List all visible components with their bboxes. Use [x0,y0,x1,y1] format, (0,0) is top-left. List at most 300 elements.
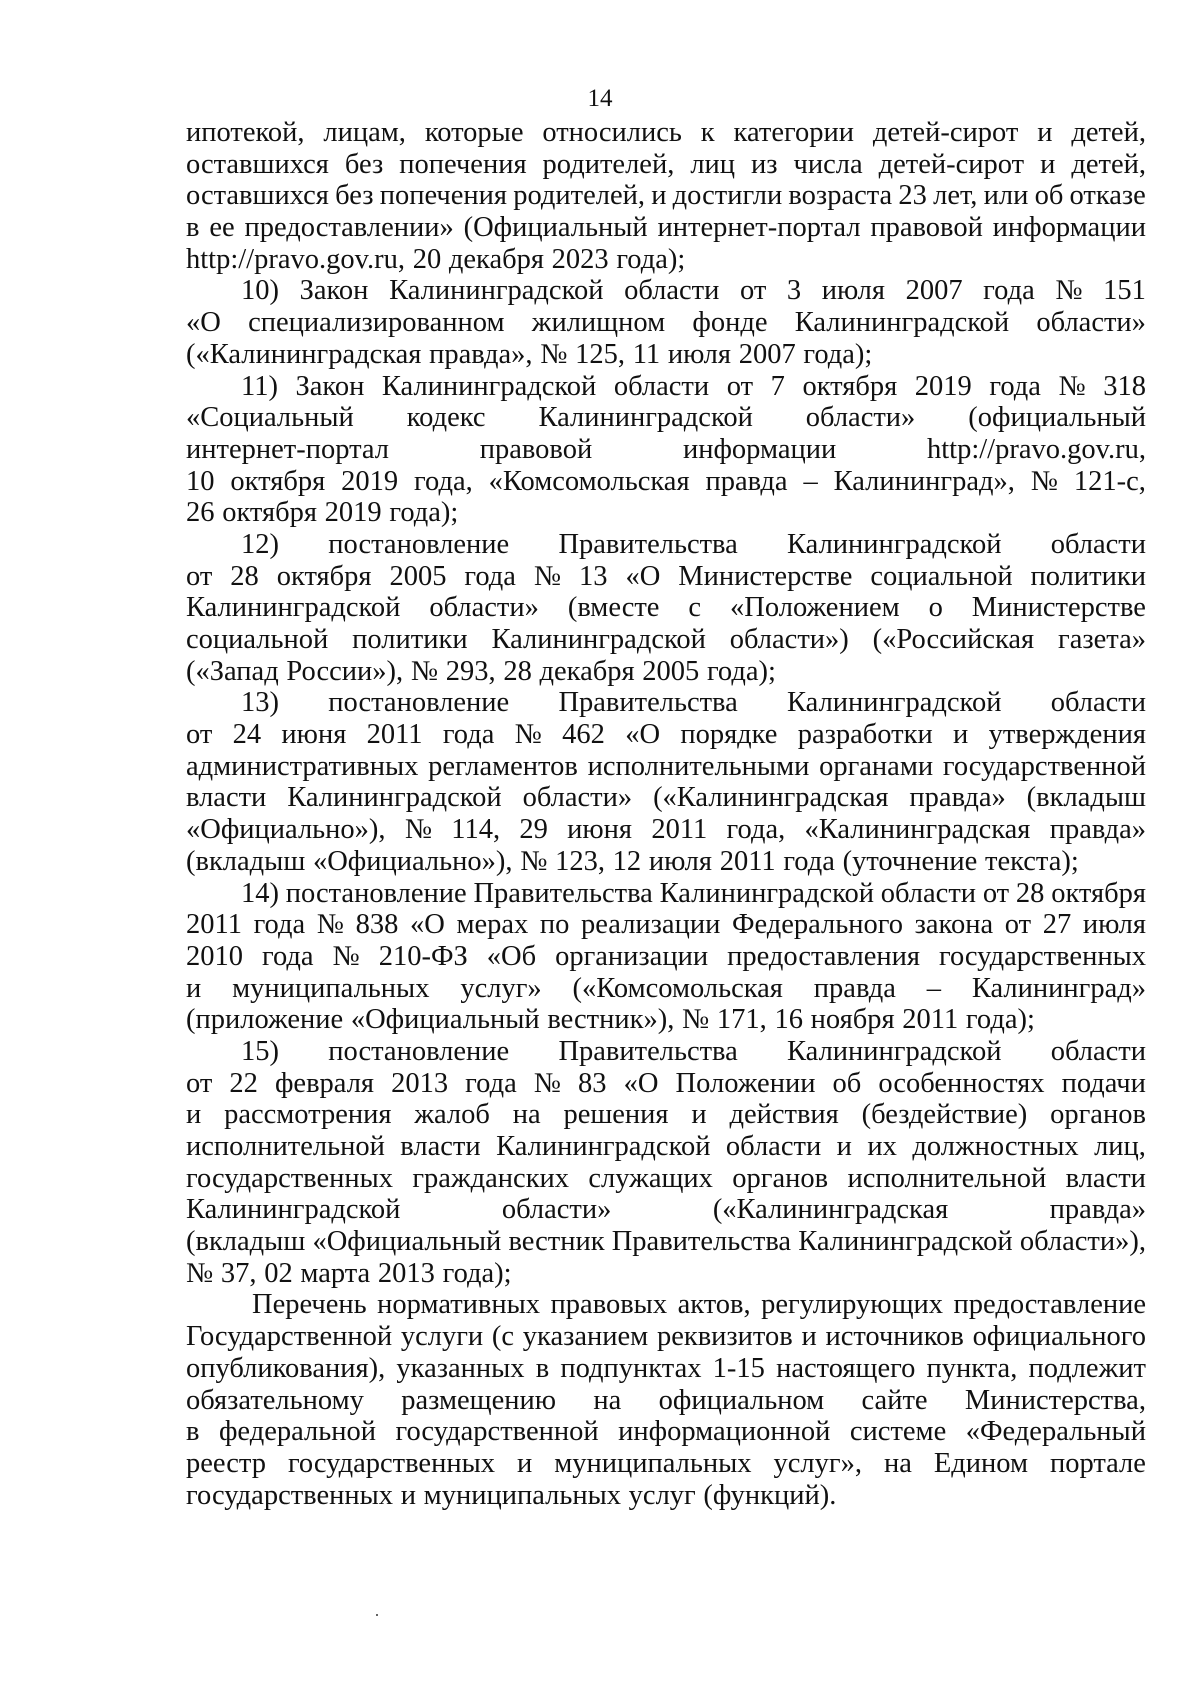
text-line [186,909,1146,941]
word: детей, [1071,117,1146,148]
word: Закон [295,370,365,402]
word: (вкладыш [186,1226,306,1258]
word: кодекс [406,402,486,434]
word: по [539,909,570,941]
text-line [186,212,1146,244]
word: «Официальный [312,1226,502,1258]
word: октября [230,465,326,497]
word: «Официальный [350,1004,540,1036]
word: – [926,972,941,1004]
word: Калининградской [659,877,874,909]
word: (приложение [186,1004,344,1036]
word: «Социальный [186,402,354,434]
word: октября [222,497,317,529]
text-line [186,180,1146,212]
word: из [751,148,778,180]
word: и [836,1131,852,1162]
word: года, [414,465,473,497]
word: интернет-портал [657,212,861,244]
word: настоящего [776,1352,916,1384]
word: указанием [522,1321,649,1353]
word: федеральной [218,1416,376,1448]
word: 2005 [642,655,700,687]
word: органами [819,750,934,782]
word: родителей, [542,148,675,180]
word: года [253,909,306,941]
word: жилищном [531,307,666,339]
text-line [186,592,1146,624]
word: пункта, [926,1352,1018,1384]
word: правовой [870,212,983,244]
word: («Комсомольская [572,972,783,1004]
word: 2011 [651,814,708,846]
word: лиц, [1094,1131,1146,1162]
text-line [186,307,1146,339]
word: «Федеральный [965,1416,1146,1448]
word: власти [400,1131,481,1162]
word: «Об [486,940,537,972]
word: 2013 [391,1067,449,1099]
text-line [186,1480,1146,1512]
word: 838 [355,909,399,941]
word: подпунктах [560,1352,702,1384]
word: 125, [575,338,625,370]
word: утверждения [988,719,1146,751]
text-line [186,561,1146,593]
word: на [593,1384,622,1416]
word: области [880,877,977,909]
word: правда» [1049,814,1146,846]
text-line [186,941,1146,973]
word: года [783,845,835,877]
word: июля [821,275,885,307]
word: 293, [445,655,496,687]
word: 2007 [905,275,963,307]
word: Калининградской [389,275,604,307]
word: («Российская [872,624,1035,655]
word: http://pravo.gov.ru, [927,433,1146,465]
word: 3 [786,275,802,307]
word: власти [186,782,267,814]
word: Калининградской [287,782,502,814]
word: лиц [690,148,736,180]
word: 28 [503,655,532,687]
word: политики [1030,560,1146,592]
word: 11 [632,338,661,370]
word: опубликования), [186,1352,386,1384]
word: административных [186,750,419,782]
word: и [801,1321,817,1353]
word: «Комсомольская [488,465,690,497]
word: «Калининградская [804,814,1031,846]
word: решения [563,1099,669,1131]
word: (Официальный [463,212,648,244]
word: № [533,1067,561,1099]
word: правда» [1049,1194,1146,1226]
text-line [186,1321,1146,1353]
word: исполнительными [587,750,810,782]
word: и [400,1479,416,1511]
text-line [186,244,1146,276]
word: оставшихся [186,148,329,180]
word: 27 [1042,909,1072,941]
word: исполнительной [847,1162,1047,1194]
word: фонде [692,307,768,339]
word: от [726,370,754,402]
word: сайте [861,1384,928,1416]
word: Калининградской [538,402,753,434]
text-line [186,1289,1146,1321]
word: ноября [810,1004,895,1036]
text-line [186,1036,1146,1068]
word: «Официально»), [312,845,513,877]
word: марта [300,1257,371,1289]
word: области [624,275,720,307]
word: постановление [285,877,467,909]
word: (вкладыш [1026,782,1146,814]
word: № [1058,370,1086,402]
word: Федерального [731,909,904,941]
word: муниципальных [232,972,430,1004]
word: правда [813,972,896,1004]
word: 151 [1103,275,1146,307]
word: служащих [588,1162,713,1194]
scan-speck [376,1614,378,1616]
word: 02 [264,1257,293,1289]
word: Калининград» [971,972,1146,1004]
word: интернет-портал [186,433,390,465]
text-line [186,656,1146,688]
word: особенностях [878,1067,1045,1099]
word: информации [682,433,837,465]
word: 2010 [186,940,243,972]
word: системе [849,1416,947,1448]
word: («Калининградская [653,782,889,814]
word: (официальный [968,402,1146,434]
word: 28 [1015,877,1045,909]
word: предоставления [727,940,920,972]
word: официального [972,1321,1146,1353]
word: Министерстве [971,592,1146,624]
word: органов [732,1162,829,1194]
word: государственных [287,1447,495,1479]
word: Калининградской [186,1194,401,1226]
word: жалоб [414,1099,490,1131]
word: 171, [716,1004,767,1036]
word: http://pravo.gov.ru, [186,243,405,275]
word: или [983,180,1029,212]
word: 83 [578,1067,607,1099]
word: предоставлении» [244,212,454,244]
text-line [186,1226,1146,1258]
text-line [186,149,1146,181]
word: области» [805,402,916,434]
word: обязательному [186,1384,364,1416]
word: № [682,1004,710,1036]
word: мерах [456,909,529,941]
word: 12 [612,845,642,877]
word: детей-сирот [878,148,1025,180]
word: государственных [186,1479,394,1511]
word: 10 [186,465,215,497]
word: официальном [658,1384,825,1416]
text-line [186,624,1146,656]
word: области [1050,528,1146,560]
word: числа [793,148,863,180]
word: 15) [241,1035,279,1067]
word: (с [491,1321,515,1353]
text-line [186,275,1146,307]
word: (функций). [703,1479,837,1511]
word: (уточнение [842,845,978,877]
word: специализированном [248,307,505,339]
word: о [928,592,943,624]
word: детей, [1071,148,1146,180]
word: правда [705,465,788,497]
word: текста); [985,845,1079,877]
word: области [1050,687,1146,719]
word: от [739,275,767,307]
word: порядке [680,719,778,751]
word: (вкладыш [186,845,306,877]
word: «О [625,719,661,751]
word: 1-15 [712,1352,765,1384]
word: политики [352,624,468,655]
word: постановление [328,1035,510,1067]
word: года); [442,1257,512,1289]
text-line [186,117,1146,149]
word: исполнительной [186,1131,385,1162]
text-line [186,497,1146,529]
word: муниципальных [423,1479,621,1511]
text-line [186,434,1146,466]
word: от [186,719,213,751]
word: и [1040,148,1056,180]
word: «О [625,560,661,592]
word: правда» [909,782,1006,814]
word: 2011 [719,845,776,877]
word: года [983,275,1035,307]
word: Правительства [558,687,738,719]
word: № [1030,465,1058,497]
word: Калининградской [787,687,1002,719]
word: года); [616,243,686,275]
word: Министерства, [964,1384,1146,1416]
word: года); [965,1004,1035,1036]
word: государственной [395,1416,599,1448]
word: ипотекой, [186,117,305,148]
word: отказе [1069,180,1146,212]
text-line [186,1068,1146,1100]
word: организации [555,940,709,972]
text-line [186,1163,1146,1195]
word: декабря [448,243,544,275]
word: действия [729,1099,839,1131]
text-line [186,1131,1146,1163]
word: Калининградской [491,624,706,655]
word: постановление [328,687,510,719]
word: и [691,1099,707,1131]
word: 11) [241,370,278,402]
word: № [332,940,360,972]
word: правда», [429,338,533,370]
word: 2005 [389,560,447,592]
word: 14) [241,877,279,909]
word: года); [803,338,873,370]
word: от [982,877,1010,909]
word: Калининградской [787,528,1002,560]
word: 121-с, [1073,465,1146,497]
word: № [520,845,548,877]
word: постановление [328,528,510,560]
word: 2019 [341,465,399,497]
word: 318 [1103,370,1146,402]
word: 2011 [366,719,423,751]
word: реализации [581,909,721,941]
word: социальной [870,560,1013,592]
word: рассмотрения [224,1099,392,1131]
word: указанных [396,1352,525,1384]
word: государственных [186,1162,394,1194]
text-line [186,466,1146,498]
word: России»), [286,655,404,687]
word: детей-сирот [872,117,1019,148]
word: социальной [186,624,329,655]
text-line [186,339,1146,371]
word: и [1037,117,1053,148]
word: оставшихся [186,180,329,212]
text-line [186,402,1146,434]
word: разработки [797,719,933,751]
word: попечения [379,180,507,212]
word: от [1004,909,1032,941]
word: области» [501,1194,612,1226]
word: 462 [562,719,605,751]
word: размещению [401,1384,557,1416]
word: 12) [241,528,279,560]
word: гражданских [412,1162,570,1194]
word: реестр [186,1447,266,1479]
word: № [533,560,562,592]
word: июля [648,845,712,877]
word: в [186,1416,200,1448]
word: года [464,560,516,592]
text-line [186,973,1146,1005]
word: с [688,592,702,624]
word: лет, [933,180,978,212]
word: Калининградской [794,307,1010,339]
word: закона [914,909,994,941]
word: года [465,1067,517,1099]
word: года); [706,655,776,687]
word: и [186,1099,202,1131]
word: области»), [1019,1226,1146,1258]
word: предоставление [953,1289,1146,1321]
word: 2023 [551,243,609,275]
word: 37, [220,1257,257,1289]
word: 2007 [738,338,796,370]
word: Положении [675,1067,816,1099]
word: «Положением [730,592,900,624]
word: Правительства [473,877,653,909]
word: услуг [628,1479,696,1511]
text-line [186,1194,1146,1226]
word: Едином [933,1447,1028,1479]
word: («Запад [186,655,279,687]
word: нормативных [377,1289,541,1321]
text-line [186,1353,1146,1385]
word: октября [802,370,898,402]
word: правовых [550,1289,668,1321]
word: относились [542,117,682,148]
word: февраля [274,1067,375,1099]
word: области [613,370,710,402]
text-line [186,1385,1146,1417]
word: ее [209,212,235,244]
word: 13) [241,687,279,719]
word: услуг», [773,1447,862,1479]
word: и [953,719,969,751]
word: 16 [774,1004,803,1036]
word: 2013 [377,1257,435,1289]
word: которые [424,117,524,148]
word: – [803,465,818,497]
text-line [186,371,1146,403]
word: октября [276,560,372,592]
text-line [186,814,1146,846]
word: № [404,814,433,846]
word: и [516,1447,533,1479]
word: 29 [519,814,548,846]
word: власти [1065,1162,1146,1194]
word: 210-ФЗ [378,940,468,972]
word: вестник [508,1226,605,1258]
word: без [344,148,384,180]
word: 22 [229,1067,258,1099]
word: 2019 [324,497,382,529]
word: области») [729,624,849,655]
text-line [186,687,1146,719]
text-line [186,1416,1146,1448]
word: № [1055,275,1083,307]
word: газета» [1058,624,1146,655]
word: 23 [898,180,927,212]
word: источников [825,1321,964,1353]
word: возраста [788,180,893,212]
word: декабря [539,655,635,687]
word: года, [726,814,786,846]
page-number: 14 [587,85,613,112]
text-line [186,782,1146,814]
word: портале [1049,1447,1146,1479]
word: 2011 [902,1004,959,1036]
word: родителей, [513,180,645,212]
word: 114, [451,814,501,846]
word: Калининградской [186,592,401,624]
word: на [512,1099,541,1131]
word: («Калининградская [186,338,422,370]
word: октября [1051,877,1146,909]
word: к [700,117,715,148]
word: Калининградской [787,1035,1002,1067]
word: июля [667,338,731,370]
text-line [186,751,1146,783]
word: июля [1082,909,1146,941]
word: 26 [186,497,215,529]
word: Правительства [558,1035,738,1067]
word: реквизитов [656,1321,793,1353]
word: «Официально»), [186,814,386,846]
